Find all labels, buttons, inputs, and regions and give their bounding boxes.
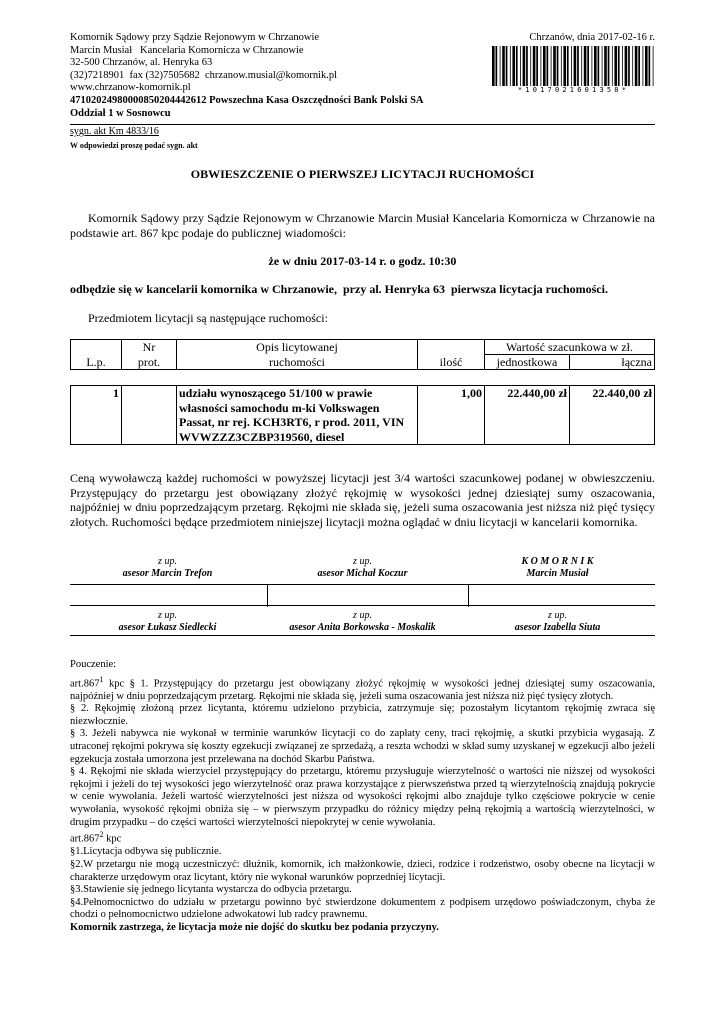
auction-place: odbędzie się w kancelarii komornika w Chrzanowie, przy al. Henryka 63 pierwsza licytacja ruchomości. — [70, 282, 608, 296]
row-lp: 1 — [71, 386, 122, 445]
signature-siedlecki: z up. asesor Łukasz Siedlecki — [118, 610, 217, 633]
col-jednostkowa: jednostkowa — [485, 355, 570, 370]
signature-koczur: z up. asesor Michał Koczur — [317, 556, 408, 579]
conditions-paragraph: Ceną wywoławczą każdej ruchomości w powyższej licytacji jest 3/4 wartości szacunkowej podanej w obwieszczeniu. Przystępujący do przetargu jest obowiązany złożyć rękojmię w wysokości jednej dziesiątej sumy oszacowania, najpóźniej w dniu poprzedzającym przetarg. Rękojmi nie składa się, jeżeli suma oszacowania jest niższa niż pięć tysięcy złotych. Ruchomości będące przedmiotem niniejszej licytacji można oglądać w dniu licytacji w kancelarii komornika. — [70, 471, 655, 529]
case-reference-note: W odpowiedzi proszę podać sygn. akt — [70, 141, 198, 150]
city-date: Chrzanów, dnia 2017-02-16 r. — [529, 32, 655, 43]
row-laczna: 22.440,00 zł — [570, 386, 655, 445]
table-row — [71, 386, 655, 445]
col-prot: prot. — [122, 355, 177, 370]
items-table-header — [70, 339, 655, 370]
subject-line: Przedmiotem licytacji są następujące ruchomości: — [88, 311, 328, 325]
col-wartosc: Wartość szacunkowa w zł. — [485, 340, 655, 355]
case-reference: sygn. akt Km 4833/16 — [70, 126, 159, 137]
col-opis-2: ruchomości — [177, 355, 418, 370]
row-ilosc: 1,00 — [418, 386, 485, 445]
instructions-q1: §1.Licytacja odbywa się publicznie. — [70, 846, 222, 858]
col-nr: Nr — [122, 340, 177, 355]
col-opis: Opis licytowanej — [177, 340, 418, 355]
instructions-heading: Pouczenie: — [70, 659, 117, 670]
col-lp: L.p. — [71, 340, 122, 370]
issuer-line: (32)7218901 fax (32)7505682 chrzanow.musial@komornik.pl — [70, 69, 338, 81]
col-ilosc: ilość — [418, 340, 485, 370]
intro-paragraph: Komornik Sądowy przy Sądzie Rejonowym w Chrzanowie Marcin Musiał Kancelaria Komornicza w Chrzanowie na podstawie art. 867 kpc podaje do publicznej wiadomości: — [70, 211, 655, 240]
instructions-q4: §4.Pełnomocnictwo do udziału w przetargu powinno być stwierdzone dokumentem z podpisem urzędowo poświadczonym, chyba że chodzi o pełnomocnictwo udzielone adwokatowi lub radcy prawnemu. — [70, 896, 655, 921]
row-jednostkowa: 22.440,00 zł — [485, 386, 570, 445]
instructions-final: Komornik zastrzega, że licytacja może nie dojść do skutku bez podania przyczyny. — [70, 921, 439, 933]
row-nr — [122, 386, 177, 445]
signature-trefon: z up. asesor Marcin Trefon — [122, 556, 213, 579]
instructions — [70, 659, 655, 934]
col-laczna: łączna — [570, 355, 655, 370]
instructions-p2: § 2. Rękojmię złożoną przez licytanta, któremu udzielono przybicia, zatrzymuje się; pozostałym licytantom rękojmię zwraca się niezwłocznie. — [70, 703, 655, 727]
bank-account: 47102024980000850204442612 Powszechna Kasa Oszczędności Bank Polski SA — [70, 94, 424, 106]
signature-komornik: K O M O R N I K Marcin Musiał — [521, 556, 594, 579]
issuer-line: 32-500 Chrzanów, al. Henryka 63 — [70, 57, 213, 69]
issuer-line: Komornik Sądowy przy Sądzie Rejonowym w Chrzanowie — [70, 32, 320, 43]
auction-date: że w dniu 2017-03-14 r. o godz. 10:30 — [268, 254, 457, 268]
signatures-block — [70, 556, 655, 636]
instructions-art-2: art.867$^2$ kpc — [70, 830, 122, 845]
barcode-number: *1017021601358* — [517, 86, 630, 94]
issuer-header — [70, 32, 424, 120]
items-table — [70, 385, 655, 445]
header-divider — [70, 124, 655, 125]
instructions-p3: § 3. Jeżeli nabywca nie wykonał w terminie warunków licytacji co do zapłaty ceny, traci rękojmię, a skutki przybicia wygasają. Z utraconej rękojmi pokrywa się koszty egzekucji związanej ze sprzedażą, a reszta wchodzi w skład sumy uzyskanej w egzekucji albo jeżeli egzekucja została umorzona jest przelewana na dochód Skarbu Państwa. — [70, 728, 655, 765]
signature-siuta: z up. asesor Izabella Siuta — [514, 610, 601, 633]
instructions-p4: § 4. Rękojmi nie składa wierzyciel przystępujący do przetargu, któremu przysługuje wierzytelność o wartości nie niższej od wysokości rękojmi i jeżeli do tej wysokości jego wierzytelność oraz prawa korzystające z pierwszeństwa przed tą wierzytelnością znajdują pokrycie w cenie wywołania. Jeżeli wartość wierzytelności jest niższa od wysokości rękojmi albo znajduje tylko częściowe pokrycie w cenie wywołania, wysokość rękojmi obniża się – w pierwszym przypadku do różnicy między pełną rękojmią a wartością wierzytelności, w drugim przypadku – do części wartości wierzytelności niepokrytej w cenie wywołania. — [70, 766, 655, 828]
row-opis: udziału wynoszącego 51/100 w prawie własności samochodu m-ki Volkswagen Passat, nr rej. KCH3RT6, r prod. 2011, VIN WVWZZZ3CZBP319560, diesel — [177, 386, 418, 445]
instructions-q2: §2.W przetargu nie mogą uczestniczyć: dłużnik, komornik, ich małżonkowie, dzieci, rodzice i rodzeństwo, osoby obecne na licytacji w charakterze urzędowym oraz licytant, który nie wykonał warunków poprzedniej licytacji. — [70, 858, 655, 883]
barcode-icon — [492, 46, 655, 86]
issuer-line: Marcin Musiał Kancelaria Komornicza w Chrzanowie — [70, 44, 304, 56]
signature-borkowska: z up. asesor Anita Borkowska - Moskalik — [289, 610, 436, 633]
issuer-line: www.chrzanow-komornik.pl — [70, 82, 191, 94]
instructions-q3: §3.Stawienie się jednego licytanta wystarcza do odbycia przetargu. — [70, 884, 352, 896]
instructions-art-1: art.867$^1$ kpc § 1. Przystępujący do przetargu jest obowiązany złożyć rękojmię w wysokości jednej dziesiątej sumy oszacowania, najpóźniej w dniu poprzedzającym przetarg. Rękojmi nie składa się, jeżeli suma oszacowania jest niższa niż pięć tysięcy złotych. — [70, 674, 655, 702]
bank-branch: Oddział 1 w Sosnowcu — [70, 107, 171, 119]
document-title: OBWIESZCZENIE O PIERWSZEJ LICYTACJI RUCHOMOŚCI — [190, 167, 535, 181]
